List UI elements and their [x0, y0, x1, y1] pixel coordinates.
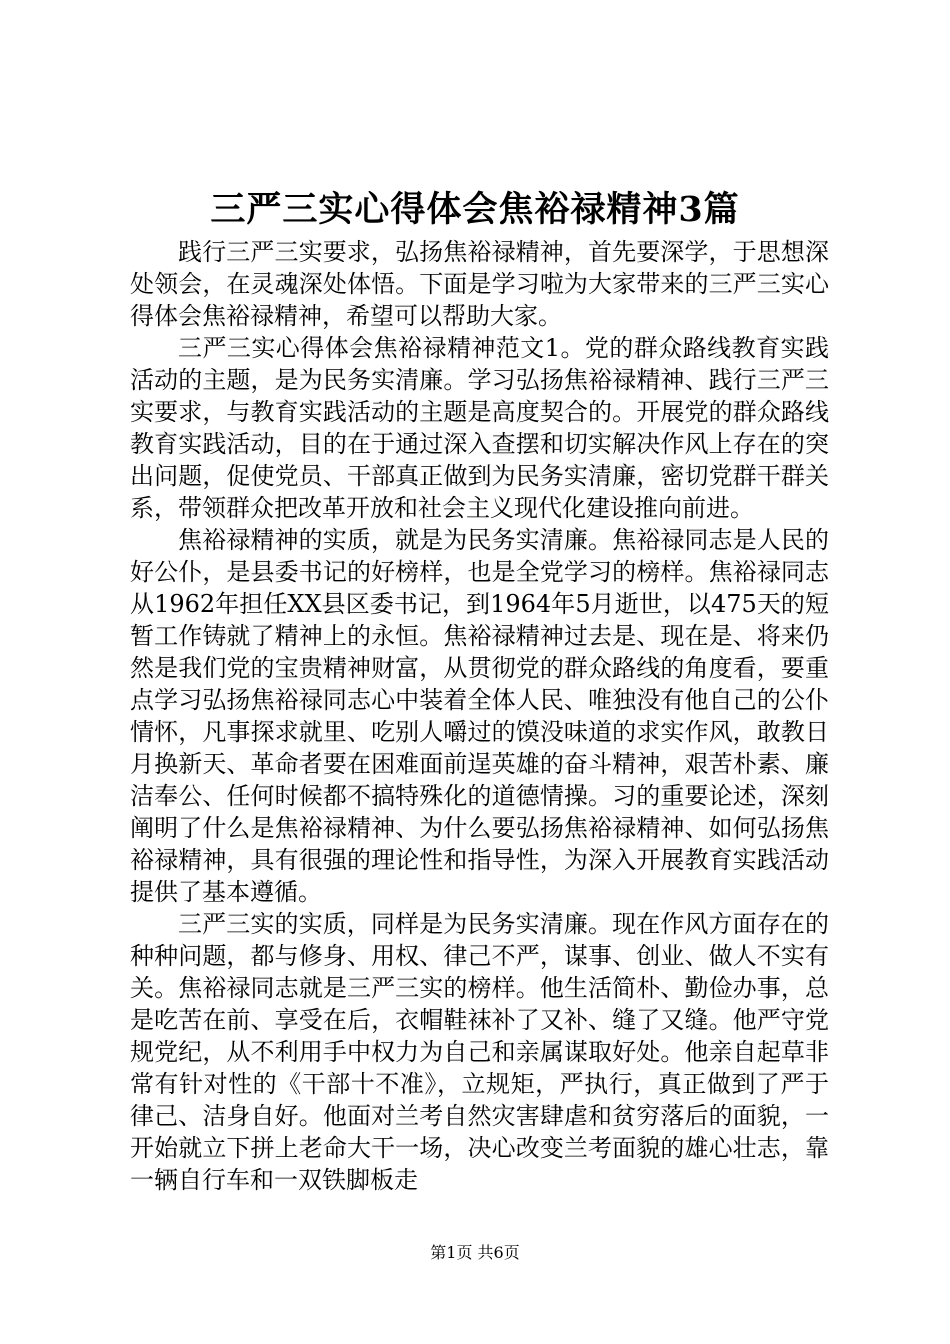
document-body	[130, 236, 829, 1196]
document-title: 三严三实心得体会焦裕禄精神3篇	[210, 189, 740, 230]
paragraph-intro: 践行三严三实要求，弘扬焦裕禄精神，首先要深学，于思想深处领会，在灵魂深处体悟。下面是学习啦为大家带来的三严三实心得体会焦裕禄精神，希望可以帮助大家。	[130, 238, 829, 330]
paragraph-1: 三严三实心得体会焦裕禄精神范文1。党的群众路线教育实践活动的主题，是为民务实清廉。学习弘扬焦裕禄精神、践行三严三实要求，与教育实践活动的主题是高度契合的。开展党的群众路线教育实践活动，目的在于通过深入查摆和切实解决作风上存在的突出问题，促使党员、干部真正做到为民务实清廉，密切党群干群关系，带领群众把改革开放和社会主义现代化建设推向前进。	[130, 334, 829, 522]
page-number-footer: 第1页 共6页	[430, 1243, 520, 1262]
paragraph-3: 三严三实的实质，同样是为民务实清廉。现在作风方面存在的种种问题，都与修身、用权、律己不严，谋事、创业、做人不实有关。焦裕禄同志就是三严三实的榜样。他生活简朴、勤俭办事，总是吃苦在前、享受在后，衣帽鞋袜补了又补、缝了又缝。他严守党规党纪，从不利用手中权力为自己和亲属谋取好处。他亲自起草非常有针对性的《干部十不准》，立规矩，严执行，真正做到了严于律己、洁身自好。他面对兰考自然灾害肆虐和贫穷落后的面貌，一开始就立下拼上老命大干一场，决心改变兰考面貌的雄心壮志，靠一辆自行车和一双铁脚板走	[130, 910, 829, 1194]
paragraph-2: 焦裕禄精神的实质，就是为民务实清廉。焦裕禄同志是人民的好公仆，是县委书记的好榜样，也是全党学习的榜样。焦裕禄同志从1962年担任XX县区委书记，到1964年5月逝世，以475天的短暂工作铸就了精神上的永恒。焦裕禄精神过去是、现在是、将来仍然是我们党的宝贵精神财富，从贯彻党的群众路线的角度看，要重点学习弘扬焦裕禄同志心中装着全体人民、唯独没有他自己的公仆情怀，凡事探求就里、吃别人嚼过的馍没味道的求实作风，敢教日月换新天、革命者要在困难面前逞英雄的奋斗精神，艰苦朴素、廉洁奉公、任何时候都不搞特殊化的道德情操。习的重要论述，深刻阐明了什么是焦裕禄精神、为什么要弘扬焦裕禄精神、如何弘扬焦裕禄精神，具有很强的理论性和指导性，为深入开展教育实践活动提供了基本遵循。	[130, 526, 829, 906]
